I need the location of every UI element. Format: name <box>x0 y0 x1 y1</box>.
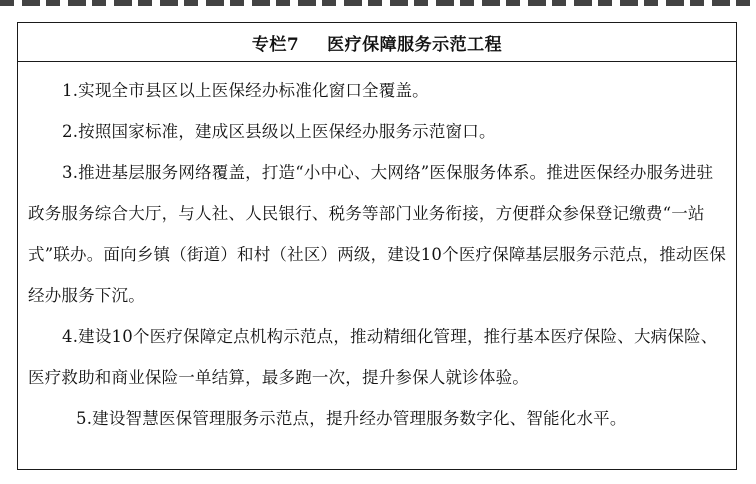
column-items <box>18 62 736 439</box>
list-item: 2.按照国家标准，建成区县级以上医保经办服务示范窗口。 <box>62 122 496 141</box>
list-item: 4.建设10个医疗保障定点机构示范点，推动精细化管理，推行基本医疗保险、大病保险、医疗救助和商业保险一单结算，最多跑一次，提升参保人就诊体验。 <box>28 327 718 387</box>
column-box <box>17 22 737 470</box>
cropped-text-fragment <box>0 0 756 6</box>
list-item: 1.实现全市县区以上医保经办标准化窗口全覆盖。 <box>62 81 429 100</box>
cropped-text-line <box>0 0 756 9</box>
column-label: 专栏7 <box>251 34 300 55</box>
list-item: 5.建设智慧医保管理服务示范点，提升经办管理服务数字化、智能化水平。 <box>76 409 627 428</box>
column-header <box>18 23 736 62</box>
list-item: 3.推进基层服务网络覆盖，打造“小中心、大网络”医保服务体系。推进医保经办服务进驻政务服务综合大厅，与人社、人民银行、税务等部门业务衔接，方便群众参保登记缴费“一站式”联办。面向乡镇（街道）和村（社区）两级，建设10个医疗保障基层服务示范点，推动医保经办服务下沉。 <box>28 163 727 305</box>
column-title: 医疗保障服务示范工程 <box>327 34 503 55</box>
